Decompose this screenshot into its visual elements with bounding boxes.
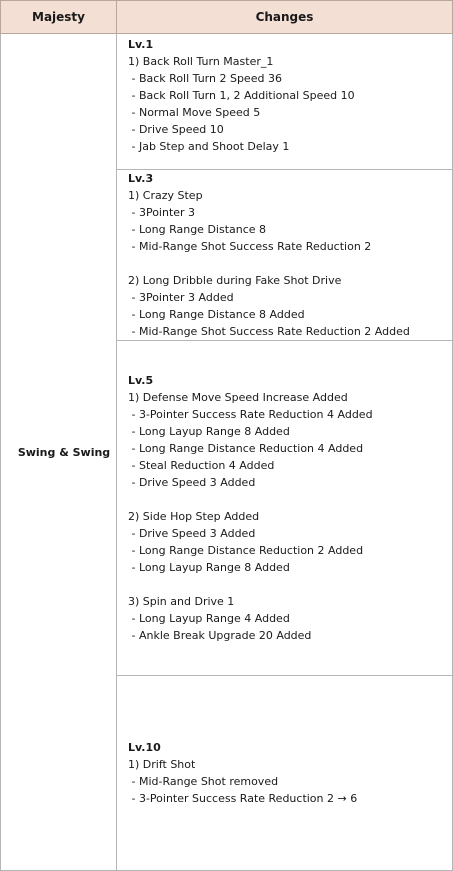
change-line: - Mid-Range Shot Success Rate Reduction 2 Added	[128, 325, 410, 338]
change-line: - 3Pointer 3 Added	[128, 291, 234, 304]
change-line: - Long Range Distance 8 Added	[128, 308, 305, 321]
change-line: 1) Back Roll Turn Master_1	[128, 55, 274, 68]
change-line: 2) Side Hop Step Added	[128, 510, 260, 523]
change-line: - 3Pointer 3	[128, 206, 196, 219]
level-cell-3	[117, 170, 453, 341]
change-line: - Long Layup Range 8 Added	[128, 561, 290, 574]
level-cell-content	[128, 372, 452, 644]
change-line: - Steal Reduction 4 Added	[128, 459, 275, 472]
level-row	[1, 34, 453, 170]
change-line: 1) Defense Move Speed Increase Added	[128, 391, 348, 404]
change-line: - Long Layup Range 8 Added	[128, 425, 290, 438]
change-line: - Jab Step and Shoot Delay 1	[128, 140, 290, 153]
change-line: 3) Spin and Drive 1	[128, 595, 235, 608]
change-line: - 3-Pointer Success Rate Reduction 2 → 6	[128, 792, 358, 805]
change-line: 2) Long Dribble during Fake Shot Drive	[128, 274, 342, 287]
change-line: - Mid-Range Shot Success Rate Reduction 2	[128, 240, 372, 253]
change-line: - 3-Pointer Success Rate Reduction 4 Added	[128, 408, 373, 421]
change-line: - Long Range Distance 8	[128, 223, 267, 236]
change-line: - Back Roll Turn 2 Speed 36	[128, 72, 282, 85]
header-changes: Changes	[117, 1, 453, 34]
level-heading: Lv.1	[128, 38, 154, 51]
level-cell-content	[128, 170, 452, 340]
change-line: - Drive Speed 10	[128, 123, 224, 136]
level-cell-5	[117, 341, 453, 676]
header-majesty: Majesty	[1, 1, 117, 34]
change-line: - Mid-Range Shot removed	[128, 775, 279, 788]
change-line: - Ankle Break Upgrade 20 Added	[128, 629, 312, 642]
spacer-line	[128, 255, 452, 272]
change-line: - Back Roll Turn 1, 2 Additional Speed 10	[128, 89, 355, 102]
header-row	[1, 1, 453, 34]
change-line: - Drive Speed 3 Added	[128, 476, 256, 489]
level-cell-content	[128, 739, 452, 807]
change-line: - Long Range Distance Reduction 4 Added	[128, 442, 364, 455]
change-line: - Long Layup Range 4 Added	[128, 612, 290, 625]
change-line: - Normal Move Speed 5	[128, 106, 261, 119]
change-line: - Drive Speed 3 Added	[128, 527, 256, 540]
spacer-line	[128, 491, 452, 508]
level-heading: Lv.5	[128, 374, 154, 387]
change-line: - Long Range Distance Reduction 2 Added	[128, 544, 364, 557]
majesty-name-cell: Swing & Swing	[1, 34, 117, 871]
spacer-line	[128, 576, 452, 593]
level-heading: Lv.10	[128, 741, 161, 754]
level-cell-1	[117, 34, 453, 170]
level-heading: Lv.3	[128, 172, 154, 185]
change-line: 1) Crazy Step	[128, 189, 203, 202]
level-cell-10	[117, 676, 453, 871]
level-cell-content	[128, 36, 452, 155]
change-line: 1) Drift Shot	[128, 758, 196, 771]
